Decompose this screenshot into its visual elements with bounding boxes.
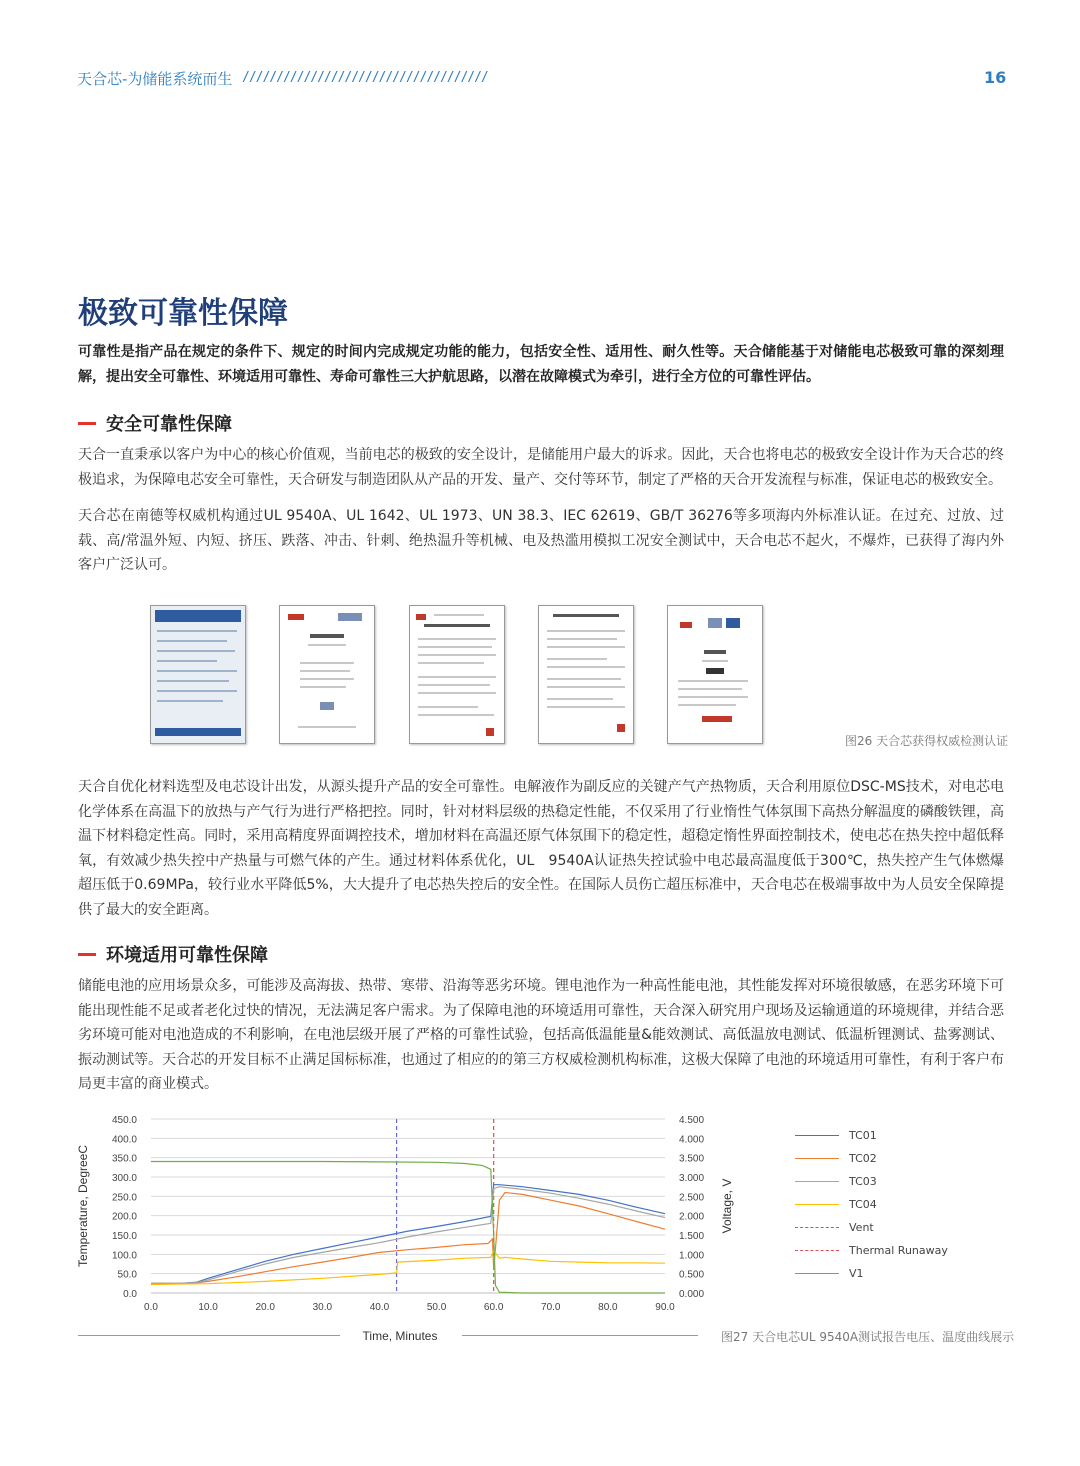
section-heading-safety bbox=[78, 410, 232, 436]
y-tick-label: 350.0 bbox=[111, 1153, 137, 1165]
legend-swatch bbox=[795, 1204, 839, 1205]
legend-label: TC01 bbox=[849, 1129, 877, 1142]
legend-swatch bbox=[795, 1227, 839, 1228]
y-tick-label: 400.0 bbox=[111, 1134, 137, 1146]
x-axis-title: Time, Minutes bbox=[362, 1329, 438, 1343]
section-heading-text: 安全可靠性保障 bbox=[106, 414, 232, 435]
y-tick-label: 150.0 bbox=[111, 1231, 137, 1242]
certificates-figure bbox=[150, 605, 770, 745]
x-tick-label: 80.0 bbox=[598, 1302, 618, 1313]
y2-tick-label: 3.000 bbox=[679, 1173, 705, 1184]
legend-label: TC02 bbox=[849, 1152, 877, 1165]
y2-tick-label: 1.000 bbox=[679, 1250, 705, 1262]
legend-item bbox=[795, 1173, 995, 1196]
safety-paragraph-3: 天合自优化材料选型及电芯设计出发，从源头提升产品的安全可靠性。电解液作为副反应的关键产气产热物质，天合利用原位DSC-MS技术，对电芯电化学体系在高温下的放热与产气行为进行严格把控。同时，针对材料层级的热稳定性能，不仅采用了行业惰性气体氛围下高热分解温度的磷酸铁锂，高温下材料稳定性高。同时，采用高精度界面调控技术，增加材料在高温还原气体氛围下的稳定性，超稳定惰性界面控制技术，使电芯在热失控中超低释氧，有效减少热失控中产热量与可燃气体的产生。通过材料体系优化，UL 9540A认证热失控试验中电芯最高温度低于300℃，热失控产生气体燃爆超压低于0.69MPa，较行业水平降低5%，大大提升了电芯热失控后的安全性。在国际人员伤亡超压标准中，天合电芯在极端事故中为人员安全保障提供了最大的安全距离。 bbox=[78, 779, 1004, 918]
y-tick-label: 250.0 bbox=[111, 1192, 137, 1204]
chart-legend bbox=[795, 1127, 995, 1288]
section-heading-environment bbox=[78, 941, 268, 967]
caption-rule-right bbox=[462, 1335, 698, 1336]
legend-label: Thermal Runaway bbox=[849, 1244, 948, 1257]
y-tick-label: 0.0 bbox=[123, 1289, 137, 1300]
header-decoration: //////////////////////////////////// bbox=[242, 70, 488, 85]
y2-tick-label: 4.500 bbox=[679, 1115, 705, 1126]
x-tick-label: 20.0 bbox=[255, 1302, 275, 1313]
x-tick-label: 30.0 bbox=[312, 1302, 333, 1313]
legend-label: Vent bbox=[849, 1221, 874, 1234]
section-heading-text: 环境适用可靠性保障 bbox=[106, 945, 268, 966]
series-tc02 bbox=[151, 1193, 665, 1284]
safety-paragraph-2: 天合芯在南德等权威机构通过UL 9540A、UL 1642、UL 1973、UN 38.3、IEC 62619、GB/T 36276等多项海内外标准认证。在过充、过放、过载、高/常温外短、内短、挤压、跌落、冲击、针刺、绝热温升等机械、电及热滥用模拟工况安全测试中，天合电芯不起火，不爆炸，已获得了海内外客户广泛认可。 bbox=[78, 508, 1004, 573]
page-number: 16 bbox=[984, 68, 1007, 87]
y-tick-label: 450.0 bbox=[111, 1115, 137, 1126]
legend-item bbox=[795, 1127, 995, 1150]
x-tick-label: 0.0 bbox=[144, 1302, 158, 1313]
legend-item bbox=[795, 1242, 995, 1265]
y2-axis-title: Voltage, V bbox=[720, 1178, 734, 1234]
y2-tick-label: 0.000 bbox=[679, 1289, 705, 1300]
page-title: 极致可靠性保障 bbox=[78, 296, 288, 331]
legend-swatch bbox=[795, 1250, 839, 1251]
y-tick-label: 200.0 bbox=[111, 1211, 137, 1223]
cert-compliance bbox=[538, 605, 634, 744]
x-tick-label: 10.0 bbox=[198, 1302, 218, 1313]
section-marker bbox=[78, 422, 96, 425]
figure-27-caption: 图27 天合电芯UL 9540A测试报告电压、温度曲线展示 bbox=[721, 1330, 1015, 1344]
y-axis-title: Temperature, DegreeC bbox=[76, 1144, 90, 1268]
y-tick-label: 100.0 bbox=[111, 1250, 137, 1262]
legend-label: TC03 bbox=[849, 1175, 877, 1188]
legend-label: V1 bbox=[849, 1267, 864, 1280]
y2-tick-label: 0.500 bbox=[679, 1269, 705, 1281]
x-tick-label: 40.0 bbox=[369, 1302, 390, 1313]
x-tick-label: 70.0 bbox=[541, 1302, 561, 1313]
intro-paragraph: 可靠性是指产品在规定的条件下、规定的时间内完成规定功能的能力，包括安全性、适用性、耐久性等。天合储能基于对储能电芯极致可靠的深刻理解，提出安全可靠性、环境适用可靠性、寿命可靠性三大护航思路，以潜在故障模式为牵引，进行全方位的可靠性评估。 bbox=[78, 344, 1004, 385]
caption-rule-left bbox=[78, 1335, 340, 1336]
cert-test-report-cn bbox=[279, 605, 375, 744]
y2-tick-label: 1.500 bbox=[679, 1231, 705, 1242]
legend-item bbox=[795, 1265, 995, 1288]
figure-26-caption: 图26 天合芯获得权威检测认证 bbox=[845, 734, 1009, 748]
environment-paragraph-1: 储能电池的应用场景众多，可能涉及高海拔、热带、寒带、沿海等恶劣环境。锂电池作为一种高性能电池，其性能发挥对环境很敏感，在恶劣环境下可能出现性能不足或者老化过快的情况，无法满足客户需求。为了保障电池的环境适用可靠性，天合深入研究用户现场及运输通道的环境规律，并结合恶劣环境可能对电池造成的不利影响，在电池层级开展了严格的可靠性试验，包括高低温能量&能效测试、高低温放电测试、低温析锂测试、盐雾测试、振动测试等。天合芯的开发目标不止满足国标标准，也通过了相应的的第三方权威检测机构标准，这极大保障了电池的环境适用可靠性，有利于客户布局更丰富的商业模式。 bbox=[78, 978, 1004, 1092]
legend-item bbox=[795, 1219, 995, 1242]
legend-swatch bbox=[795, 1181, 839, 1182]
legend-swatch bbox=[795, 1158, 839, 1159]
y2-tick-label: 2.000 bbox=[679, 1211, 705, 1223]
series-tc04 bbox=[151, 1251, 665, 1285]
section-marker bbox=[78, 953, 96, 956]
header-title: 天合芯-为储能系统而生 bbox=[77, 70, 233, 88]
legend-swatch bbox=[795, 1135, 839, 1136]
cert-inspection bbox=[667, 605, 763, 744]
legend-swatch bbox=[795, 1273, 839, 1274]
x-tick-label: 90.0 bbox=[655, 1302, 675, 1313]
legend-label: TC04 bbox=[849, 1198, 877, 1211]
y2-tick-label: 3.500 bbox=[679, 1153, 705, 1165]
cert-iec bbox=[150, 605, 246, 744]
x-tick-label: 60.0 bbox=[483, 1302, 504, 1313]
legend-item bbox=[795, 1150, 995, 1173]
y-tick-label: 50.0 bbox=[117, 1269, 137, 1281]
y-tick-label: 300.0 bbox=[111, 1173, 137, 1184]
legend-item bbox=[795, 1196, 995, 1219]
x-tick-label: 50.0 bbox=[426, 1302, 447, 1313]
cert-test-report-en bbox=[409, 605, 505, 744]
ul9540a-temperature-voltage-chart bbox=[75, 1108, 734, 1348]
y2-tick-label: 4.000 bbox=[679, 1134, 705, 1146]
y2-tick-label: 2.500 bbox=[679, 1192, 705, 1204]
safety-paragraph-1: 天合一直秉承以客户为中心的核心价值观，当前电芯的极致的安全设计，是储能用户最大的诉求。因此，天合也将电芯的极致安全设计作为天合芯的终极追求，为保障电芯安全可靠性，天合研发与制造团队从产品的开发、量产、交付等环节，制定了严格的天合开发流程与标准，保证电芯的极致安全。 bbox=[78, 447, 1004, 488]
